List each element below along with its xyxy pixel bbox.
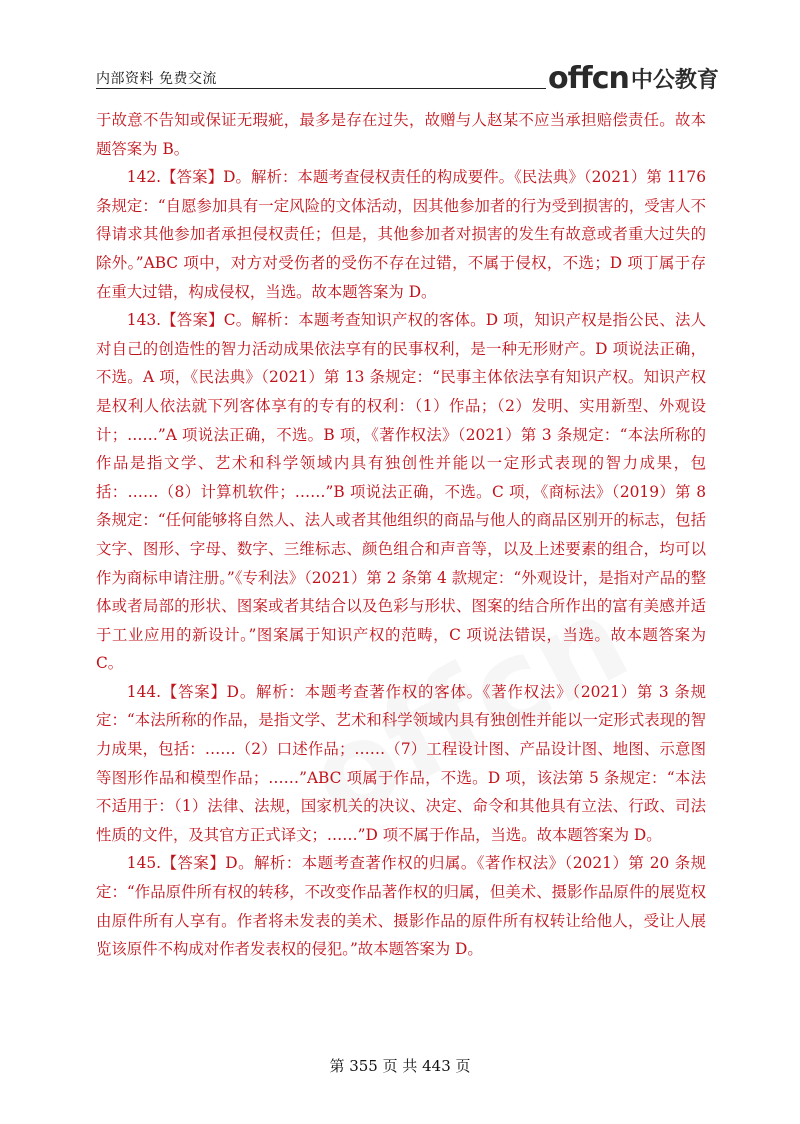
paragraph-q143: 143.【答案】C。解析：本题考查知识产权的客体。D 项，知识产权是指公民、法人对自己的创造性的智力活动成果依法享有的民事权利，是一种无形财产。D 项说法正确，不选。A 项，《民法典》（2021）第 13 条规定：“民事主体依法享有知识产权。知识产权是权利人依法就下列客体享有的专有的权利：（1）作品；（2）发明、实用新型、外观设计；……”A 项说法正确，不选。B 项，《著作权法》（2021）第 3 条规定：“本法所称的作品是指文学、艺术和科学领域内具有独创性并能以一定形式表现的智力成果，包括：……（8）计算机软件；……”B 项说法正确，不选。C 项，《商标法》（2019）第 8 条规定：“任何能够将自然人、法人或者其他组织的商品与他人的商品区别开的标志，包括文字、图形、字母、数字、三维标志、颜色组合和声音等，以及上述要素的组合，均可以作为商标申请注册。”《专利法》（2021）第 2 条第 4 款规定：“外观设计，是指对产品的整体或者局部的形状、图案或者其结合以及色彩与形状、图案的结合所作出的富有美感并适于工业应用的新设计。”图案属于知识产权的范畴，C 项说法错误，当选。故本题答案为 C。	[96, 311, 706, 673]
header-divider	[96, 88, 546, 89]
header-label: 内部资料 免费交流	[96, 71, 217, 87]
logo-wordmark: offcn	[548, 61, 629, 96]
offcn-logo	[548, 58, 719, 94]
paragraph-continuation: 于故意不告知或保证无瑕疵，最多是存在过失，故赠与人赵某不应当承担赔偿责任。故本题答案为 B。	[96, 111, 706, 158]
paragraph-q145: 145.【答案】D。解析：本题考查著作权的归属。《著作权法》（2021）第 20 条规定：“作品原件所有权的转移，不改变作品著作权的归属，但美术、摄影作品原件的展览权由原件所有人享有。作者将未发表的美术、摄影作品的原件所有权转让给他人，受让人展览该原件不构成对作者发表权的侵犯。”故本题答案为 D。	[96, 854, 706, 959]
paragraph-q142: 142.【答案】D。解析：本题考查侵权责任的构成要件。《民法典》（2021）第 1176 条规定：“自愿参加具有一定风险的文体活动，因其他参加者的行为受到损害的，受害人不得请求其他参加者承担侵权责任；但是，其他参加者对损害的发生有故意或者重大过失的除外。”ABC 项中，对方对受伤者的受伤不存在过错，不属于侵权，不选；D 项丁属于存在重大过错，构成侵权，当选。故本题答案为 D。	[96, 168, 706, 301]
logo-chinese: 中公教育	[630, 68, 719, 93]
page-number: 第 355 页 共 443 页	[329, 1057, 471, 1075]
paragraph-q144: 144.【答案】D。解析：本题考查著作权的客体。《著作权法》（2021）第 3 条规定：“本法所称的作品，是指文学、艺术和科学领域内具有独创性并能以一定形式表现的智力成果，包括：……（2）口述作品；……（7）工程设计图、产品设计图、地图、示意图等图形作品和模型作品；……”ABC 项属于作品，不选。D 项，该法第 5 条规定：“本法不适用于：（1）法律、法规，国家机关的决议、决定、命令和其他具有立法、行政、司法性质的文件，及其官方正式译文；……”D 项不属于作品，当选。故本题答案为 D。	[96, 682, 706, 844]
answer-explanations	[96, 106, 706, 964]
